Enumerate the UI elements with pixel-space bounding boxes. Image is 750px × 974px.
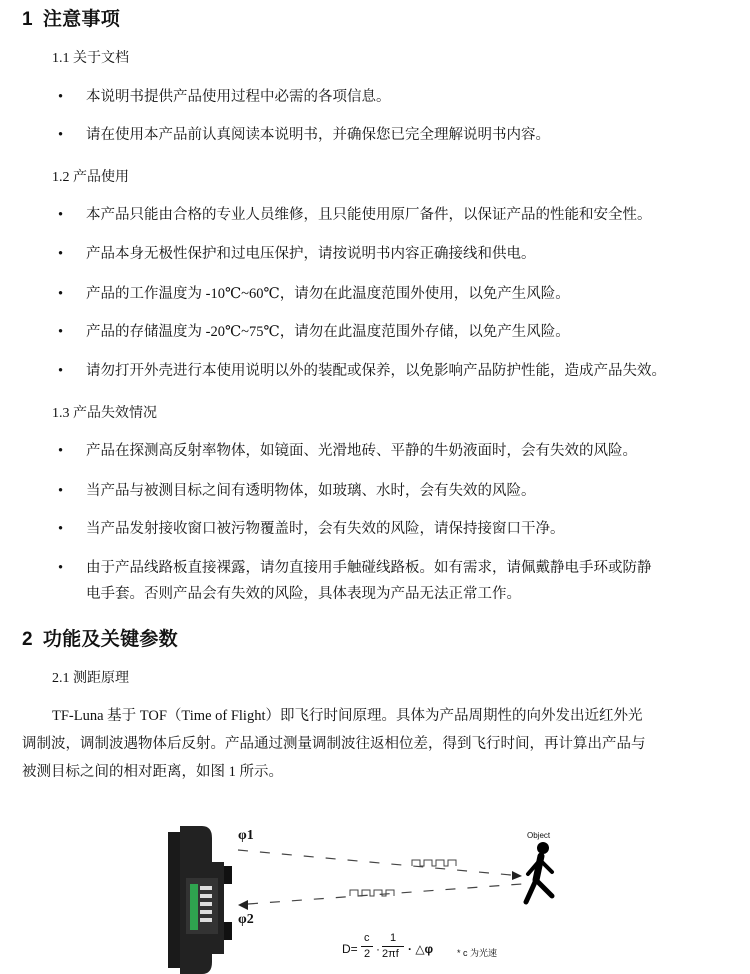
bullet-icon: • — [58, 363, 64, 379]
return-beam — [248, 884, 522, 904]
subsection-heading-2-1: 2.1 测距原理 — [52, 671, 129, 686]
paragraph-line: TF-Luna 基于 TOF（Time of Flight）即飞行时间原理。具体为产品周期性的向外发出近红外光 — [52, 708, 643, 724]
list-item-text-continued: 电手套。否则产品会有失效的风险，具体表现为产品无法正常工作。 — [86, 586, 521, 602]
subsection-heading-1-2: 1.2 产品使用 — [52, 170, 129, 185]
bullet-icon: • — [58, 127, 64, 143]
bullet-icon: • — [58, 521, 64, 537]
list-item-text: 请在使用本产品前认真阅读本说明书，并确保您已完全理解说明书内容。 — [86, 127, 550, 143]
list-item-text: 当产品与被测目标之间有透明物体，如玻璃、水时，会有失效的风险。 — [86, 483, 536, 499]
section-heading-2 — [22, 624, 178, 651]
list-item-text: 请勿打开外壳进行本使用说明以外的装配或保养，以免影响产品防护性能，造成产品失效。 — [86, 363, 666, 379]
fraction1-numerator: c — [364, 932, 370, 944]
return-arrowhead — [238, 900, 248, 910]
list-item-text: 产品本身无极性保护和过电压保护，请按说明书内容正确接线和供电。 — [86, 246, 536, 262]
formula-tail: · △φ — [408, 942, 434, 956]
outgoing-arrowhead — [512, 871, 522, 880]
sensor-window-bottom — [224, 922, 232, 940]
list-item-text: 本说明书提供产品使用过程中必需的各项信息。 — [86, 89, 391, 105]
fraction1-bar — [361, 946, 373, 947]
formula-note: * c 为光速 — [457, 948, 498, 958]
sensor-housing-back — [168, 832, 182, 968]
bullet-icon: • — [58, 89, 64, 105]
sensor-pcb — [190, 884, 198, 930]
paragraph-line: 调制波，调制波遇物体后反射。产品通过测量调制波往返相位差，得到飞行时间，再计算出产品与 — [22, 736, 646, 752]
bullet-icon: • — [58, 443, 64, 459]
list-item-text: 由于产品线路板直接裸露，请勿直接用手触碰线路板。如有需求，请佩戴静电手环或防静 — [86, 560, 652, 576]
list-item-text: 当产品发射接收窗口被污物覆盖时，会有失效的风险，请保持接窗口干净。 — [86, 521, 565, 537]
subsection-heading-1-1: 1.1 关于文档 — [52, 51, 129, 66]
bullet-icon: • — [58, 286, 64, 302]
bullet-icon: • — [58, 483, 64, 499]
tof-diagram — [150, 826, 570, 974]
list-item-text: 产品在探测高反射率物体，如镜面、光滑地砖、平静的牛奶液面时，会有失效的风险。 — [86, 443, 637, 459]
fraction2-denominator: 2πf — [382, 948, 399, 960]
section-title: 注意事项 — [42, 9, 121, 30]
paragraph-line: 被测目标之间的相对距离，如图 1 所示。 — [22, 764, 283, 780]
section-number: 1 — [22, 9, 33, 30]
section-heading-1 — [22, 4, 120, 31]
bullet-icon: • — [58, 560, 64, 576]
section-number: 2 — [22, 629, 33, 650]
phi1-label: φ1 — [238, 828, 254, 843]
person-icon — [526, 842, 552, 902]
return-wave — [350, 890, 394, 896]
outgoing-wave — [412, 860, 456, 866]
object-label: Object — [527, 831, 551, 840]
phi2-label: φ2 — [238, 912, 254, 927]
formula-lhs: D= — [342, 942, 358, 956]
subsection-heading-1-3: 1.3 产品失效情况 — [52, 406, 157, 421]
list-item-text: 本产品只能由合格的专业人员维修，且只能使用原厂备件，以保证产品的性能和安全性。 — [86, 207, 652, 223]
bullet-icon: • — [58, 324, 64, 340]
fraction2-bar — [382, 946, 404, 947]
fraction1-denominator: 2 — [364, 948, 371, 960]
list-item-text: 产品的工作温度为 -10℃~60℃，请勿在此温度范围外使用，以免产生风险。 — [86, 286, 570, 302]
list-item-text: 产品的存储温度为 -20℃~75℃，请勿在此温度范围外存储，以免产生风险。 — [86, 324, 570, 340]
section-title: 功能及关键参数 — [42, 629, 178, 650]
fraction2-numerator: 1 — [390, 932, 397, 944]
bullet-icon: • — [58, 246, 64, 262]
sensor-window-top — [224, 866, 232, 884]
formula-dot: · — [376, 942, 380, 956]
bullet-icon: • — [58, 207, 64, 223]
outgoing-beam — [238, 850, 522, 876]
